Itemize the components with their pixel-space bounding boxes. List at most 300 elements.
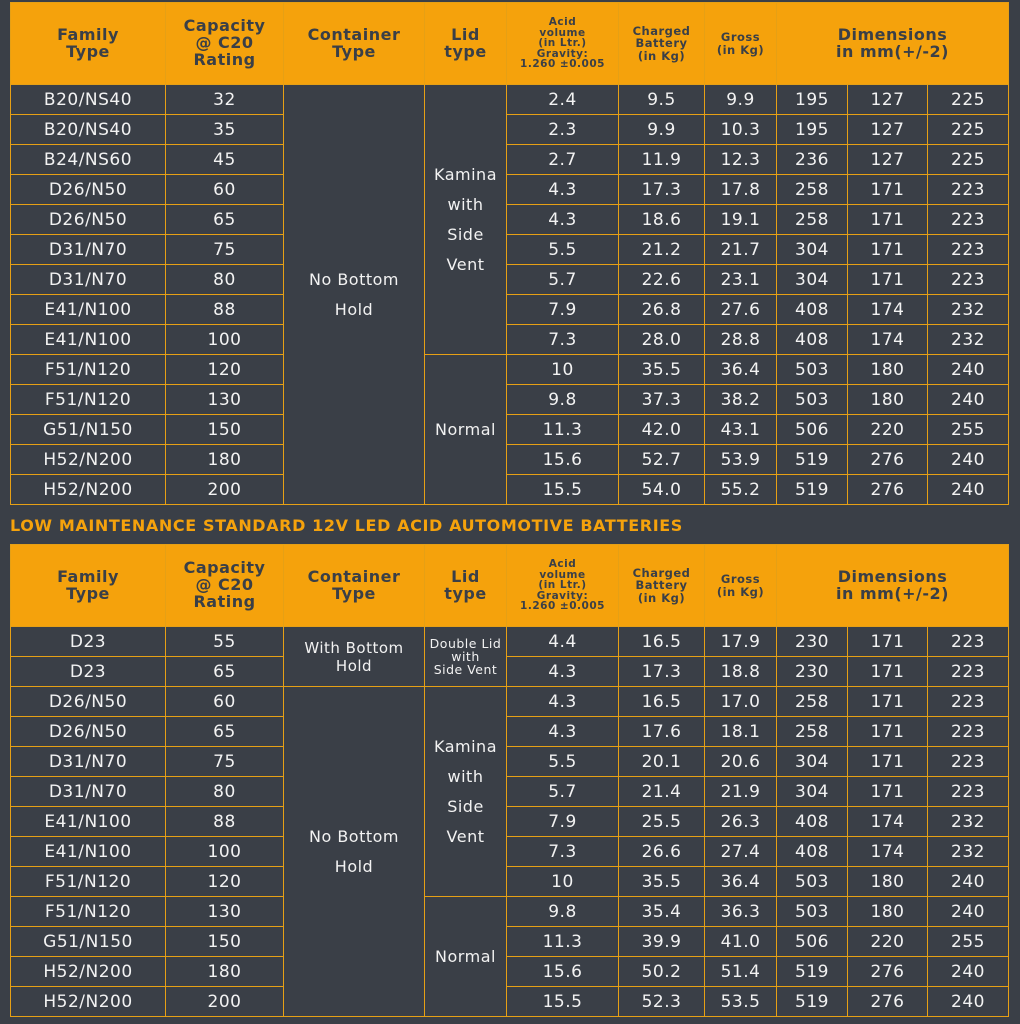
cell-line: Type (332, 583, 376, 603)
cell-acid-volume: 2.3 (507, 115, 619, 145)
cell-line: volume (539, 568, 586, 581)
cell-line: with (447, 766, 484, 786)
cell-dimension-width: 276 (848, 957, 928, 987)
cell-acid-volume: 15.6 (507, 445, 619, 475)
cell-dimension-length: 408 (777, 295, 848, 325)
cell-dimension-height: 240 (928, 957, 1009, 987)
cell-line: Container (307, 566, 401, 586)
cell-charged-battery: 39.9 (619, 927, 705, 957)
cell-acid-volume: 10 (507, 867, 619, 897)
cell-dimension-height: 223 (928, 265, 1009, 295)
header-family-type (11, 3, 166, 85)
cell-family-type: D26/N50 (11, 205, 166, 235)
cell-line: Capacity (183, 16, 266, 36)
table-row (11, 145, 1009, 175)
cell-charged-battery: 11.9 (619, 145, 705, 175)
cell-family-type: E41/N100 (11, 295, 166, 325)
cell-family-type: D31/N70 (11, 235, 166, 265)
table-row (11, 927, 1009, 957)
cell-charged-battery: 52.3 (619, 987, 705, 1017)
cell-acid-volume: 5.7 (507, 265, 619, 295)
cell-gross-weight: 18.8 (705, 657, 777, 687)
cell-dimension-length: 258 (777, 687, 848, 717)
cell-dimension-width: 276 (848, 445, 928, 475)
cell-acid-volume: 4.3 (507, 687, 619, 717)
cell-gross-weight: 18.1 (705, 717, 777, 747)
cell-dimension-height: 232 (928, 807, 1009, 837)
cell-charged-battery: 42.0 (619, 415, 705, 445)
cell-dimension-height: 232 (928, 295, 1009, 325)
cell-family-type: G51/N150 (11, 927, 166, 957)
cell-line: Side (447, 796, 484, 816)
cell-line: Lid (451, 24, 480, 44)
cell-dimension-width: 180 (848, 385, 928, 415)
header-container-type (284, 3, 425, 85)
cell-dimension-length: 230 (777, 627, 848, 657)
header-charged-battery (619, 3, 705, 85)
cell-gross-weight: 38.2 (705, 385, 777, 415)
cell-container-type (284, 627, 425, 687)
cell-dimension-width: 171 (848, 175, 928, 205)
cell-line: (in Kg) (637, 590, 686, 605)
cell-line: Battery (635, 36, 688, 51)
cell-dimension-length: 408 (777, 807, 848, 837)
cell-line: Rating (193, 49, 256, 69)
cell-gross-weight: 17.0 (705, 687, 777, 717)
header-capacity (166, 545, 284, 627)
cell-family-type: B20/NS40 (11, 115, 166, 145)
table-row (11, 175, 1009, 205)
cell-acid-volume: 11.3 (507, 927, 619, 957)
cell-gross-weight: 23.1 (705, 265, 777, 295)
cell-line: Normal (435, 946, 496, 966)
cell-charged-battery: 25.5 (619, 807, 705, 837)
cell-dimension-width: 180 (848, 897, 928, 927)
cell-charged-battery: 17.3 (619, 657, 705, 687)
cell-line: (in Kg) (637, 48, 686, 63)
cell-charged-battery: 26.6 (619, 837, 705, 867)
cell-dimension-height: 225 (928, 145, 1009, 175)
header-family-type (11, 545, 166, 627)
cell-charged-battery: 35.5 (619, 867, 705, 897)
cell-charged-battery: 18.6 (619, 205, 705, 235)
cell-dimension-length: 258 (777, 175, 848, 205)
table-row (11, 717, 1009, 747)
cell-acid-volume: 7.3 (507, 837, 619, 867)
cell-line: Family (57, 24, 119, 44)
cell-charged-battery: 21.4 (619, 777, 705, 807)
cell-gross-weight: 21.7 (705, 235, 777, 265)
cell-charged-battery: 26.8 (619, 295, 705, 325)
cell-line: @ C20 (195, 575, 254, 595)
cell-capacity: 120 (166, 867, 284, 897)
cell-acid-volume: 2.7 (507, 145, 619, 175)
cell-family-type: H52/N200 (11, 957, 166, 987)
cell-dimension-length: 503 (777, 385, 848, 415)
cell-dimension-height: 240 (928, 475, 1009, 505)
cell-capacity: 80 (166, 777, 284, 807)
cell-dimension-length: 519 (777, 987, 848, 1017)
cell-line: (in Ltr.) (538, 579, 587, 592)
cell-line: Normal (435, 419, 496, 439)
cell-charged-battery: 54.0 (619, 475, 705, 505)
cell-lid-type (425, 85, 507, 355)
cell-capacity: 180 (166, 957, 284, 987)
cell-gross-weight: 53.5 (705, 987, 777, 1017)
cell-dimension-height: 223 (928, 747, 1009, 777)
header-container-type (284, 545, 425, 627)
cell-capacity: 200 (166, 475, 284, 505)
cell-charged-battery: 35.4 (619, 897, 705, 927)
cell-gross-weight: 51.4 (705, 957, 777, 987)
cell-line: Acid (548, 16, 577, 29)
cell-charged-battery: 22.6 (619, 265, 705, 295)
cell-family-type: F51/N120 (11, 355, 166, 385)
cell-family-type: B20/NS40 (11, 85, 166, 115)
table-row (11, 897, 1009, 927)
cell-line: Rating (193, 591, 256, 611)
cell-acid-volume: 9.8 (507, 897, 619, 927)
cell-dimension-length: 503 (777, 867, 848, 897)
cell-capacity: 55 (166, 627, 284, 657)
cell-dimension-length: 230 (777, 657, 848, 687)
cell-container-type (284, 85, 425, 505)
cell-dimension-height: 223 (928, 627, 1009, 657)
table-row (11, 325, 1009, 355)
cell-line: Type (66, 41, 110, 61)
cell-acid-volume: 10 (507, 355, 619, 385)
cell-line: (in Kg) (716, 584, 765, 599)
header-row (11, 545, 1009, 627)
cell-line: Dimensions (837, 24, 948, 44)
cell-gross-weight: 27.4 (705, 837, 777, 867)
cell-dimension-height: 223 (928, 657, 1009, 687)
cell-gross-weight: 9.9 (705, 85, 777, 115)
cell-acid-volume: 5.5 (507, 747, 619, 777)
cell-gross-weight: 19.1 (705, 205, 777, 235)
cell-charged-battery: 17.3 (619, 175, 705, 205)
table-row (11, 295, 1009, 325)
cell-capacity: 100 (166, 837, 284, 867)
cell-line: Gross (720, 572, 761, 587)
cell-dimension-length: 304 (777, 777, 848, 807)
cell-line: Dimensions (837, 566, 948, 586)
cell-line: Battery (635, 578, 688, 593)
cell-gross-weight: 12.3 (705, 145, 777, 175)
table-row (11, 205, 1009, 235)
cell-line: 1.260 ±0.005 (520, 58, 605, 71)
cell-acid-volume: 5.5 (507, 235, 619, 265)
cell-dimension-length: 503 (777, 355, 848, 385)
cell-dimension-height: 223 (928, 235, 1009, 265)
cell-acid-volume: 15.5 (507, 475, 619, 505)
cell-charged-battery: 16.5 (619, 627, 705, 657)
cell-line: Hold (334, 299, 374, 319)
cell-charged-battery: 21.2 (619, 235, 705, 265)
cell-dimension-width: 174 (848, 325, 928, 355)
cell-dimension-width: 171 (848, 205, 928, 235)
cell-gross-weight: 55.2 (705, 475, 777, 505)
cell-dimension-height: 240 (928, 385, 1009, 415)
cell-dimension-length: 304 (777, 235, 848, 265)
cell-capacity: 65 (166, 657, 284, 687)
cell-lid-type (425, 355, 507, 505)
cell-capacity: 88 (166, 807, 284, 837)
cell-gross-weight: 27.6 (705, 295, 777, 325)
header-capacity (166, 3, 284, 85)
table-row (11, 627, 1009, 657)
cell-charged-battery: 52.7 (619, 445, 705, 475)
cell-dimension-length: 195 (777, 115, 848, 145)
cell-lid-type (425, 687, 507, 897)
cell-charged-battery: 9.5 (619, 85, 705, 115)
cell-gross-weight: 36.4 (705, 355, 777, 385)
cell-dimension-width: 220 (848, 415, 928, 445)
cell-capacity: 130 (166, 385, 284, 415)
cell-dimension-width: 171 (848, 747, 928, 777)
cell-charged-battery: 20.1 (619, 747, 705, 777)
cell-dimension-width: 127 (848, 145, 928, 175)
cell-family-type: D26/N50 (11, 175, 166, 205)
table-row (11, 807, 1009, 837)
cell-gross-weight: 36.3 (705, 897, 777, 927)
cell-dimension-height: 240 (928, 355, 1009, 385)
cell-line: No Bottom (308, 826, 400, 846)
cell-capacity: 80 (166, 265, 284, 295)
table-row (11, 235, 1009, 265)
cell-capacity: 75 (166, 235, 284, 265)
cell-dimension-length: 258 (777, 205, 848, 235)
table-row (11, 265, 1009, 295)
cell-line: Double Lid (429, 636, 502, 651)
cell-gross-weight: 17.9 (705, 627, 777, 657)
cell-line: Hold (334, 856, 374, 876)
cell-dimension-height: 240 (928, 445, 1009, 475)
cell-lid-type (425, 627, 507, 687)
cell-line: 1.260 ±0.005 (520, 600, 605, 613)
cell-line: type (444, 583, 487, 603)
table-row (11, 867, 1009, 897)
table-row (11, 747, 1009, 777)
cell-family-type: G51/N150 (11, 415, 166, 445)
cell-line: (in Ltr.) (538, 37, 587, 50)
cell-capacity: 75 (166, 747, 284, 777)
cell-acid-volume: 4.4 (507, 627, 619, 657)
cell-line: Type (332, 41, 376, 61)
header-dimensions (777, 545, 1009, 627)
cell-dimension-width: 180 (848, 355, 928, 385)
cell-family-type: F51/N120 (11, 385, 166, 415)
cell-line: Side (447, 224, 484, 244)
cell-dimension-width: 174 (848, 837, 928, 867)
cell-capacity: 150 (166, 415, 284, 445)
cell-dimension-length: 506 (777, 927, 848, 957)
cell-charged-battery: 50.2 (619, 957, 705, 987)
table-row (11, 687, 1009, 717)
cell-acid-volume: 7.9 (507, 807, 619, 837)
cell-line: Kamina (434, 164, 497, 184)
cell-line: Hold (335, 656, 373, 675)
section-banner: LOW MAINTENANCE STANDARD 12V LED ACID AUTOMOTIVE BATTERIES (10, 516, 683, 535)
table-row (11, 385, 1009, 415)
table-row (11, 445, 1009, 475)
cell-capacity: 65 (166, 717, 284, 747)
table-row (11, 837, 1009, 867)
battery-spec-table-2 (10, 544, 1009, 1017)
cell-dimension-length: 408 (777, 837, 848, 867)
cell-family-type: D31/N70 (11, 747, 166, 777)
cell-dimension-width: 171 (848, 687, 928, 717)
cell-line: type (444, 41, 487, 61)
cell-dimension-width: 180 (848, 867, 928, 897)
header-charged-battery (619, 545, 705, 627)
table-row (11, 115, 1009, 145)
cell-family-type: H52/N200 (11, 475, 166, 505)
cell-acid-volume: 4.3 (507, 175, 619, 205)
cell-capacity: 120 (166, 355, 284, 385)
cell-dimension-width: 276 (848, 987, 928, 1017)
cell-charged-battery: 35.5 (619, 355, 705, 385)
cell-gross-weight: 26.3 (705, 807, 777, 837)
cell-family-type: D26/N50 (11, 717, 166, 747)
cell-dimension-length: 506 (777, 415, 848, 445)
cell-gross-weight: 20.6 (705, 747, 777, 777)
cell-gross-weight: 21.9 (705, 777, 777, 807)
cell-dimension-height: 223 (928, 777, 1009, 807)
cell-dimension-height: 240 (928, 897, 1009, 927)
cell-capacity: 130 (166, 897, 284, 927)
table-row (11, 987, 1009, 1017)
cell-dimension-length: 258 (777, 717, 848, 747)
cell-dimension-width: 171 (848, 717, 928, 747)
cell-charged-battery: 37.3 (619, 385, 705, 415)
cell-acid-volume: 4.3 (507, 657, 619, 687)
cell-line: Side Vent (433, 662, 498, 677)
cell-family-type: E41/N100 (11, 837, 166, 867)
cell-dimension-length: 519 (777, 957, 848, 987)
cell-family-type: H52/N200 (11, 987, 166, 1017)
table-row (11, 957, 1009, 987)
cell-dimension-height: 223 (928, 687, 1009, 717)
cell-line: Gravity: (536, 47, 589, 60)
cell-dimension-width: 171 (848, 235, 928, 265)
table-row (11, 355, 1009, 385)
table-row (11, 657, 1009, 687)
cell-acid-volume: 4.3 (507, 717, 619, 747)
cell-dimension-length: 304 (777, 747, 848, 777)
cell-family-type: B24/NS60 (11, 145, 166, 175)
cell-dimension-width: 127 (848, 85, 928, 115)
cell-gross-weight: 10.3 (705, 115, 777, 145)
cell-line: Kamina (434, 736, 497, 756)
cell-charged-battery: 9.9 (619, 115, 705, 145)
battery-spec-table-1 (10, 2, 1009, 505)
cell-dimension-height: 240 (928, 987, 1009, 1017)
cell-charged-battery: 16.5 (619, 687, 705, 717)
cell-family-type: H52/N200 (11, 445, 166, 475)
cell-capacity: 35 (166, 115, 284, 145)
cell-dimension-height: 225 (928, 85, 1009, 115)
cell-dimension-height: 223 (928, 205, 1009, 235)
cell-capacity: 65 (166, 205, 284, 235)
cell-family-type: F51/N120 (11, 897, 166, 927)
cell-line: Family (57, 566, 119, 586)
table-row (11, 85, 1009, 115)
cell-capacity: 88 (166, 295, 284, 325)
cell-line: Charged (632, 566, 691, 581)
cell-dimension-length: 195 (777, 85, 848, 115)
cell-capacity: 32 (166, 85, 284, 115)
cell-dimension-height: 255 (928, 927, 1009, 957)
cell-gross-weight: 43.1 (705, 415, 777, 445)
cell-dimension-width: 276 (848, 475, 928, 505)
cell-acid-volume: 15.5 (507, 987, 619, 1017)
cell-acid-volume: 15.6 (507, 957, 619, 987)
cell-line: Gravity: (536, 589, 589, 602)
cell-dimension-height: 232 (928, 837, 1009, 867)
header-acid-volume (507, 3, 619, 85)
cell-charged-battery: 17.6 (619, 717, 705, 747)
cell-family-type: D31/N70 (11, 265, 166, 295)
cell-line: Lid (451, 566, 480, 586)
header-lid-type (425, 3, 507, 85)
cell-line: Charged (632, 24, 691, 39)
cell-dimension-length: 304 (777, 265, 848, 295)
cell-line: in mm(+/-2) (836, 583, 949, 603)
cell-line: with (447, 194, 484, 214)
cell-line: Vent (446, 254, 485, 274)
cell-acid-volume: 7.3 (507, 325, 619, 355)
cell-dimension-width: 171 (848, 657, 928, 687)
cell-family-type: D23 (11, 657, 166, 687)
cell-family-type: D26/N50 (11, 687, 166, 717)
cell-line: in mm(+/-2) (836, 41, 949, 61)
cell-capacity: 60 (166, 175, 284, 205)
cell-family-type: D31/N70 (11, 777, 166, 807)
cell-gross-weight: 28.8 (705, 325, 777, 355)
cell-family-type: D23 (11, 627, 166, 657)
cell-container-type (284, 687, 425, 1017)
cell-family-type: E41/N100 (11, 807, 166, 837)
cell-line: Vent (446, 826, 485, 846)
cell-line: Container (307, 24, 401, 44)
header-acid-volume (507, 545, 619, 627)
cell-dimension-height: 225 (928, 115, 1009, 145)
cell-gross-weight: 41.0 (705, 927, 777, 957)
cell-dimension-height: 240 (928, 867, 1009, 897)
header-dimensions (777, 3, 1009, 85)
cell-line: Gross (720, 30, 761, 45)
cell-dimension-height: 223 (928, 717, 1009, 747)
cell-acid-volume: 2.4 (507, 85, 619, 115)
cell-gross-weight: 53.9 (705, 445, 777, 475)
cell-charged-battery: 28.0 (619, 325, 705, 355)
table-row (11, 475, 1009, 505)
cell-line: (in Kg) (716, 42, 765, 57)
table-row (11, 415, 1009, 445)
cell-acid-volume: 9.8 (507, 385, 619, 415)
cell-family-type: E41/N100 (11, 325, 166, 355)
cell-lid-type (425, 897, 507, 1017)
cell-dimension-length: 519 (777, 475, 848, 505)
cell-capacity: 100 (166, 325, 284, 355)
cell-dimension-width: 171 (848, 777, 928, 807)
header-row (11, 3, 1009, 85)
cell-acid-volume: 5.7 (507, 777, 619, 807)
cell-dimension-width: 220 (848, 927, 928, 957)
cell-dimension-height: 232 (928, 325, 1009, 355)
cell-line: No Bottom (308, 269, 400, 289)
